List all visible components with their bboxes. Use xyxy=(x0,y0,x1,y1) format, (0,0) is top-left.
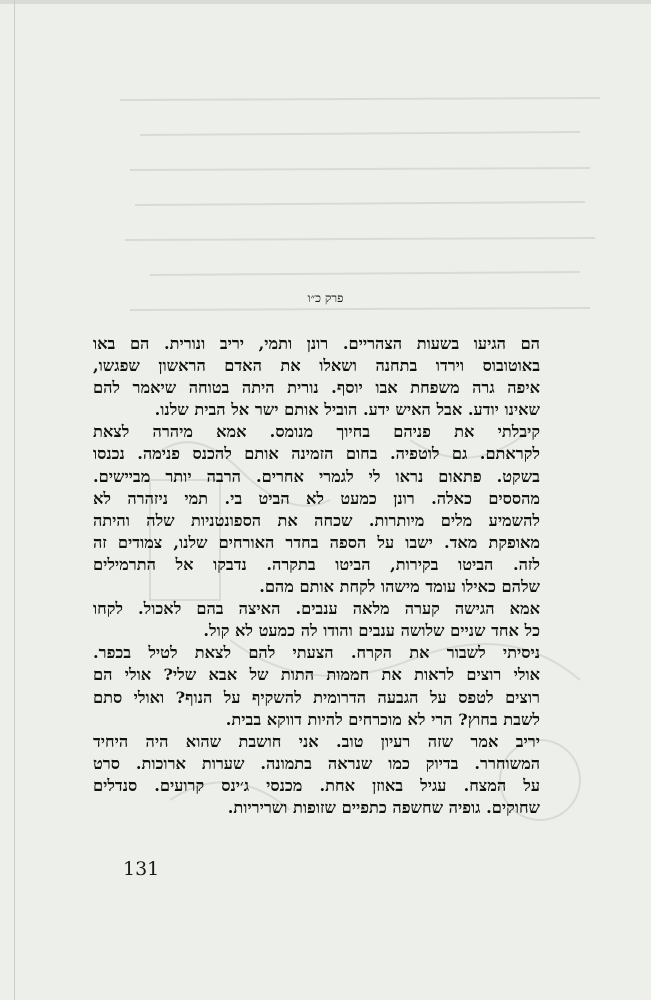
text-line: יריב אמר שזה רעיון טוב. אני חושבת שהוא היה היחיד xyxy=(93,731,540,751)
text-line: באוטובוס וירדו בתחנה ושאלו את האדם הראשון שפגשו, xyxy=(93,356,540,376)
text-line: לקראתם. גם לוטפיה. בחום הזמינה אותם להכנס פנימה. נכנסו xyxy=(93,444,540,464)
binding-edge xyxy=(14,0,15,1000)
text-line: רוצים לטפס על הגבעה הדרומית להשקיף על הנוף? ואולי סתם xyxy=(93,687,540,707)
chapter-heading: פרק כ״ו xyxy=(307,291,344,305)
text-line: להשמיע מלים מיותרות. שכחה את הספונטניות שלה והיתה xyxy=(93,510,540,530)
text-line: אולי רוצים לראות את חממות התות של אבא שלי? אולי הם xyxy=(93,665,540,685)
text-line: לשבת בחוץ? הרי לא מוכרחים להיות דווקא בבית. xyxy=(225,709,540,729)
text-line: קיבלתי את פניהם בחיוך מנומס. אמא מיהרה לצאת xyxy=(93,422,540,442)
text-line: איפה גרה משפחת אבו יוסף. נורית היתה בטוחה שיאמר להם xyxy=(93,378,540,398)
paragraph xyxy=(93,598,540,642)
text-line: לזה. הביטו בקירות, הביטו בתקרה. נדבקו אל התרמילים xyxy=(93,554,540,574)
text-line: אמא הגישה קערה מלאה ענבים. האיצה בהם לאכול. לקחו xyxy=(93,599,540,619)
page-number: 131 xyxy=(123,858,160,880)
text-line: שלהם כאילו עומד מישהו לקחת אותם מהם. xyxy=(259,577,540,597)
text-line: הם הגיעו בשעות הצהריים. רונן ותמי, יריב ונורית. הם באו xyxy=(93,334,540,353)
paragraph xyxy=(93,731,540,819)
text-line: כל אחד שניים שלושה ענבים והודו לה כמעט לא קול. xyxy=(203,621,540,641)
text-line: מאופקת מאד. ישבו על הספה בחדר האורחים שלנו, צמודים זה xyxy=(93,532,540,552)
page-top-edge xyxy=(0,0,651,4)
text-line: ניסיתי לשבור את הקרח. הצעתי להם לצאת לטיל בכפר. xyxy=(93,643,540,663)
text-line: על המצח. עגיל באוזן אחת. מכנסי ג׳ינס קרועים. סנדלים xyxy=(93,775,540,795)
text-line: שחוקים. גופיה שחשפה כתפיים שזופות ושריריות. xyxy=(227,797,540,817)
paragraph xyxy=(93,421,540,598)
text-line: המשוחרר. בדיוק כמו שנראה בתמונה. שערות ארוכות. סרט xyxy=(93,753,540,773)
text-line: בשקט. פתאום נראו לי לגמרי אחרים. הרבה יותר מביישים. xyxy=(93,466,540,486)
text-line: מהססים כאלה. רונן כמעט לא הביט בי. תמי ניזהרה לא xyxy=(93,488,540,508)
paragraph xyxy=(93,333,540,421)
text-line: שאינו יודע. אבל האיש ידע. הוביל אותם ישר אל הבית שלנו. xyxy=(154,400,540,420)
paragraph xyxy=(93,642,540,730)
chapter-body xyxy=(93,333,540,819)
